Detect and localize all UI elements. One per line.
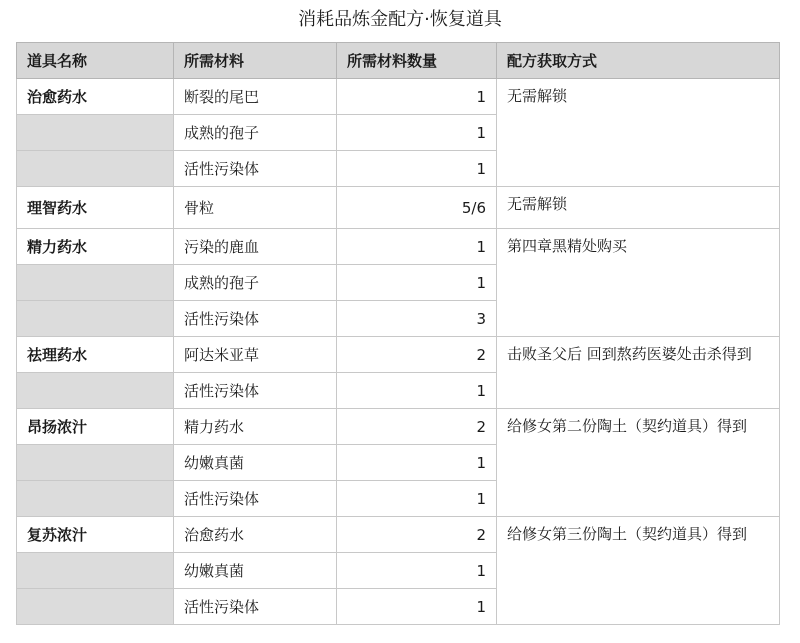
- material-name: 幼嫩真菌: [174, 553, 337, 589]
- material-qty: 2: [337, 337, 497, 373]
- header-source: 配方获取方式: [497, 43, 780, 79]
- material-qty: 1: [337, 445, 497, 481]
- item-name: 复苏浓汁: [17, 517, 174, 553]
- material-qty: 1: [337, 481, 497, 517]
- material-name: 活性污染体: [174, 301, 337, 337]
- header-item-name: 道具名称: [17, 43, 174, 79]
- item-name: 精力药水: [17, 229, 174, 265]
- material-name: 活性污染体: [174, 589, 337, 625]
- material-qty: 1: [337, 229, 497, 265]
- material-name: 成熟的孢子: [174, 115, 337, 151]
- table-header-row: [17, 43, 780, 79]
- item-name: 理智药水: [17, 187, 174, 229]
- item-name-continued: [17, 301, 174, 337]
- item-name: 治愈药水: [17, 79, 174, 115]
- item-name: 昂扬浓汁: [17, 409, 174, 445]
- header-quantity: 所需材料数量: [337, 43, 497, 79]
- table-row: [17, 79, 780, 115]
- material-qty: 2: [337, 409, 497, 445]
- table-row: [17, 409, 780, 445]
- item-name-continued: [17, 481, 174, 517]
- recipe-source: 无需解锁: [497, 187, 780, 229]
- item-name-continued: [17, 115, 174, 151]
- material-name: 阿达米亚草: [174, 337, 337, 373]
- material-qty: 3: [337, 301, 497, 337]
- material-qty: 5/6: [337, 187, 497, 229]
- item-name-continued: [17, 265, 174, 301]
- material-name: 活性污染体: [174, 373, 337, 409]
- material-name: 污染的鹿血: [174, 229, 337, 265]
- item-name-continued: [17, 589, 174, 625]
- table-row: [17, 337, 780, 373]
- material-name: 精力药水: [174, 409, 337, 445]
- table-row: [17, 517, 780, 553]
- material-qty: 1: [337, 115, 497, 151]
- table-row: [17, 229, 780, 265]
- material-name: 幼嫩真菌: [174, 445, 337, 481]
- material-name: 骨粒: [174, 187, 337, 229]
- recipe-source: 给修女第三份陶土（契约道具）得到: [497, 517, 780, 625]
- material-name: 断裂的尾巴: [174, 79, 337, 115]
- table-row: [17, 187, 780, 229]
- material-qty: 1: [337, 151, 497, 187]
- material-qty: 1: [337, 79, 497, 115]
- item-name-continued: [17, 151, 174, 187]
- recipe-source: 击败圣父后 回到熬药医婆处击杀得到: [497, 337, 780, 409]
- recipe-source: 给修女第二份陶土（契约道具）得到: [497, 409, 780, 517]
- header-materials: 所需材料: [174, 43, 337, 79]
- item-name: 祛理药水: [17, 337, 174, 373]
- material-name: 活性污染体: [174, 481, 337, 517]
- recipe-source: 第四章黑精处购买: [497, 229, 780, 337]
- item-name-continued: [17, 445, 174, 481]
- material-name: 治愈药水: [174, 517, 337, 553]
- material-qty: 1: [337, 373, 497, 409]
- item-name-continued: [17, 553, 174, 589]
- material-qty: 1: [337, 265, 497, 301]
- material-qty: 2: [337, 517, 497, 553]
- recipe-table: [16, 42, 780, 625]
- material-qty: 1: [337, 553, 497, 589]
- page-title: 消耗品炼金配方·恢复道具: [298, 9, 502, 30]
- material-name: 活性污染体: [174, 151, 337, 187]
- item-name-continued: [17, 373, 174, 409]
- recipe-source: 无需解锁: [497, 79, 780, 187]
- material-qty: 1: [337, 589, 497, 625]
- material-name: 成熟的孢子: [174, 265, 337, 301]
